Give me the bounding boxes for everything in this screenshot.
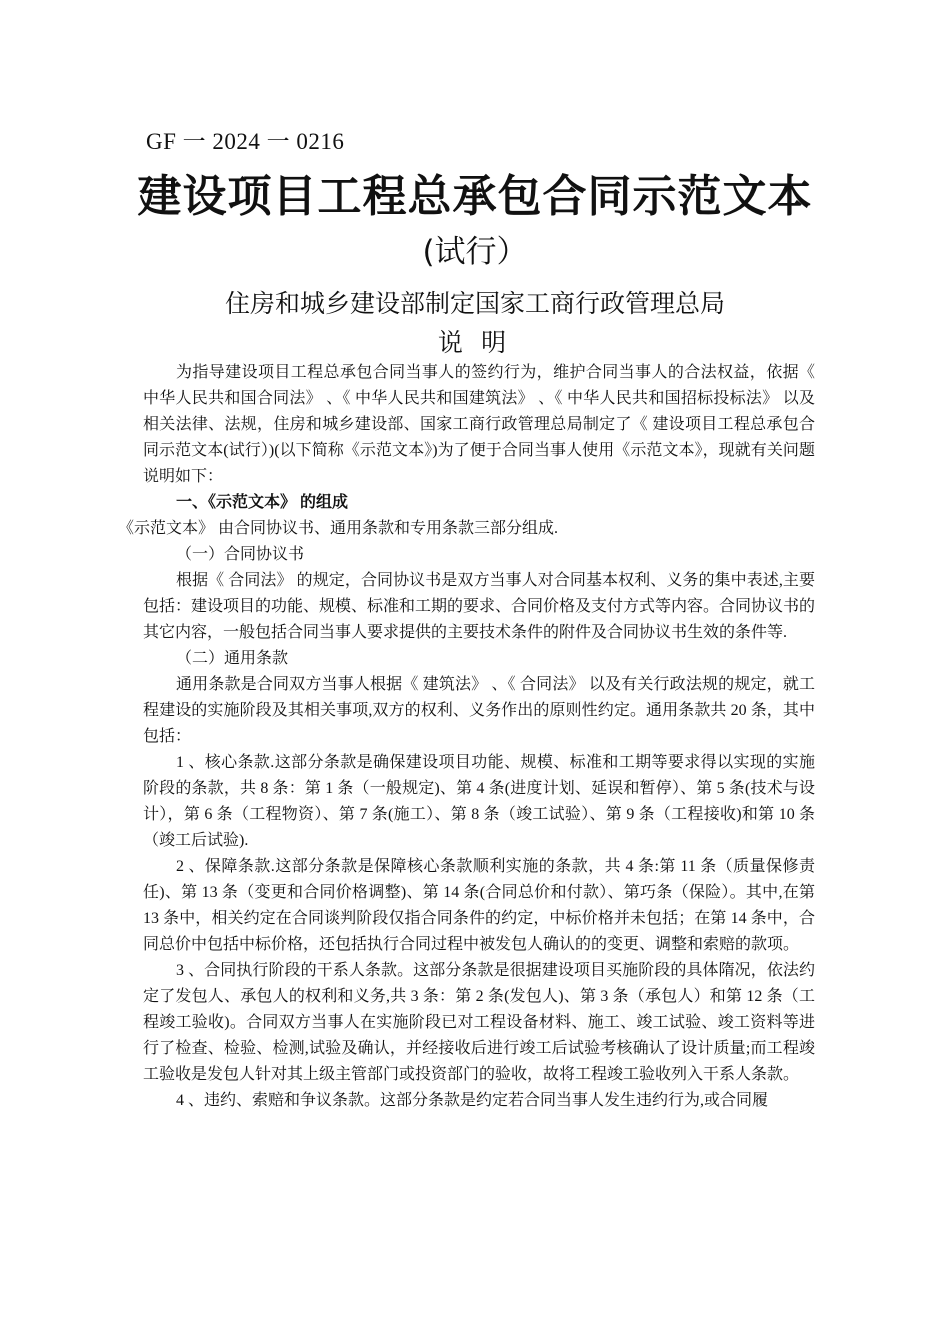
subsection-heading-agreement: （一）合同协议书 [176, 546, 305, 563]
core-terms-paragraph: 1 、核心条款.这部分条款是确保建设项目功能、规模、标准和工期等要求得以实现的实施阶段的条款，共 8 条：第 1 条（一般规定)、第 4 条(进度计划、延误和暂停）、第 5 条(技术与设计），第 6 条（工程物资）、第 7 条(施工）、第 8 条（竣工试验）、第 9 条（工程接收)和第 10 条（竣工后试验). [143, 754, 815, 849]
composition-paragraph: 《示范文本》 由合同协议书、通用条款和专用条款三部分组成. [118, 520, 559, 537]
intro-paragraph: 为指导建设项目工程总承包合同当事人的签约行为，维护合同当事人的合法权益，依据《 中华人民共和国合同法》 、《 中华人民共和国建筑法》 、《 中华人民共和国招标投标法》 以及相关法律、法规，住房和城乡建设部、国家工商行政管理总局制定了《 建设项目工程总承包合同示范文本(试行）)(以下简称《示范文本》)为了便于合同当事人使用《示范文本》，现就有关问题说明如下： [143, 364, 815, 485]
breach-claims-paragraph: 4 、违约、索赔和争议条款。这部分条款是约定若合同当事人发生违约行为,或合同履 [176, 1092, 769, 1109]
document-code: GF 一 2024 一 0216 [146, 129, 345, 154]
section-heading-composition: 一、《示范文本》 的组成 [176, 494, 349, 511]
subsection-heading-general-terms: （二）通用条款 [176, 650, 289, 667]
document-body [118, 360, 816, 1114]
document-title: 建设项目工程总承包合同示范文本 [137, 171, 813, 222]
trial-label: (试行） [422, 234, 528, 270]
stakeholder-terms-paragraph: 3 、合同执行阶段的干系人条款。这部分条款是很据建设项目买施阶段的具体隋况，依法约定了发包人、承包人的权利和义务,共 3 条：第 2 条(发包人)、第 3 条（承包人）和第 12 条（工程竣工验收)。合同双方当事人在实施阶段已对工程设备材料、施工、竣工试验、竣工资料等进行了检查、检验、检测,试验及确认，并经接收后进行竣工后试验考核确认了设计质量;而工程竣工验收是发包人针对其上级主管部门或投资部门的验收，故将工程竣工验收列入干系人条款。 [143, 962, 815, 1083]
issuing-authority: 住房和城乡建设部制定国家工商行政管理总局 [224, 291, 725, 318]
agreement-paragraph: 根据《 合同法》 的规定，合同协议书是双方当事人对合同基本权利、义务的集中表述,主要包括：建设项目的功能、规模、标准和工期的要求、合同价格及支付方式等内容。合同协议书的其它内容，一般包括合同当事人要求提供的主要技术条件的附件及合同协议书生效的条件等. [143, 572, 816, 641]
guarantee-terms-paragraph: 2 、保障条款.这部分条款是保障核心条款顺利实施的条款，共 4 条:第 11 条（质量保修责任)、第 13 条（变更和合同价格调整)、第 14 条(合同总价和付款）、第巧条（保险）。其中,在第 13 条中，相关约定在合同谈判阶段仅指合同条件的约定，中标价格并未包括；在第 14 条中，合同总价中包括中标价格，还包括执行合同过程中被发包人确认的的变更、调整和索赔的款项。 [143, 858, 815, 953]
explanation-heading: 说 明 [437, 330, 513, 357]
general-terms-paragraph: 通用条款是合同双方当事人根据《 建筑法》 、《 合同法》 以及有关行政法规的规定，就工程建设的实施阶段及其相关事项,双方的权利、义务作出的原则性约定。通用条款共 20 条，其中包括： [143, 676, 815, 745]
